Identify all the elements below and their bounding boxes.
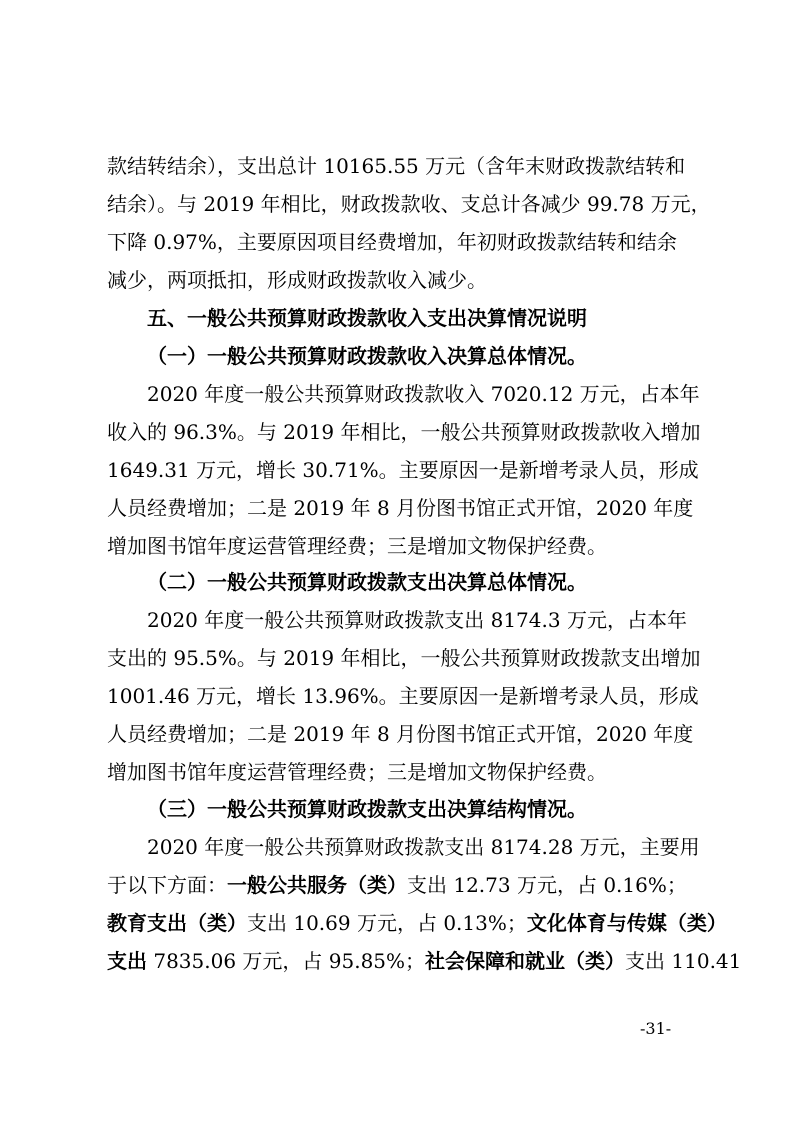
- text-span: 支出 10.69 万元，占 0.13%；: [247, 911, 527, 935]
- paragraph-line: 人员经费增加；二是 2019 年 8 月份图书馆正式开馆，2020 年度: [107, 496, 694, 520]
- text-span: 支出 12.73 万元，占 0.16%；: [407, 873, 687, 897]
- paragraph-line: 增加图书馆年度运营管理经费；三是增加文物保护经费。: [107, 760, 607, 784]
- text-span: 支出 110.41: [625, 949, 742, 973]
- paragraph-line: 结余）。与 2019 年相比，财政拨款收、支总计各减少 99.78 万元，: [107, 192, 711, 216]
- paragraph-line: 款结转结余），支出总计 10165.55 万元（含年末财政拨款结转和: [107, 154, 686, 178]
- text-span: 于以下方面：: [107, 873, 227, 897]
- paragraph-line: [107, 870, 697, 900]
- text-span: 7835.06 万元，占 95.85%；: [147, 949, 426, 973]
- paragraph-line: 下降 0.97%，主要原因项目经费增加，年初财政拨款结转和结余: [107, 230, 677, 254]
- paragraph-line: 2020 年度一般公共预算财政拨款收入 7020.12 万元，占本年: [147, 382, 700, 406]
- paragraph-line: 支出的 95.5%。与 2019 年相比，一般公共预算财政拨款支出增加: [107, 646, 701, 670]
- category-label: 支出: [107, 949, 147, 973]
- subsection-heading: （一）一般公共预算财政拨款收入决算总体情况。: [147, 344, 587, 368]
- subsection-heading: （二）一般公共预算财政拨款支出决算总体情况。: [147, 570, 587, 594]
- paragraph-line: 1001.46 万元，增长 13.96%。主要原因一是新增考录人员，形成: [107, 684, 699, 708]
- category-label: 一般公共服务（类）: [227, 873, 407, 897]
- paragraph-line: [107, 946, 742, 976]
- paragraph-line: 减少，两项抵扣，形成财政拨款收入减少。: [107, 268, 487, 292]
- paragraph-line: 2020 年度一般公共预算财政拨款支出 8174.28 万元，主要用: [147, 835, 700, 859]
- category-label: 文化体育与传媒（类）: [526, 911, 727, 935]
- paragraph-line: [107, 908, 727, 938]
- paragraph-line: 人员经费增加；二是 2019 年 8 月份图书馆正式开馆，2020 年度: [107, 722, 694, 746]
- paragraph-line: 增加图书馆年度运营管理经费；三是增加文物保护经费。: [107, 534, 607, 558]
- subsection-heading: （三）一般公共预算财政拨款支出决算结构情况。: [147, 797, 587, 821]
- section-heading: 五、一般公共预算财政拨款收入支出决算情况说明: [147, 306, 587, 330]
- category-label: 教育支出（类）: [107, 911, 247, 935]
- paragraph-line: 2020 年度一般公共预算财政拨款支出 8174.3 万元，占本年: [147, 608, 687, 632]
- paragraph-line: 1649.31 万元，增长 30.71%。主要原因一是新增考录人员，形成: [107, 458, 699, 482]
- category-label: 社会保障和就业（类）: [425, 949, 626, 973]
- paragraph-line: 收入的 96.3%。与 2019 年相比，一般公共预算财政拨款收入增加: [107, 420, 701, 444]
- page-number: -31-: [640, 1019, 672, 1038]
